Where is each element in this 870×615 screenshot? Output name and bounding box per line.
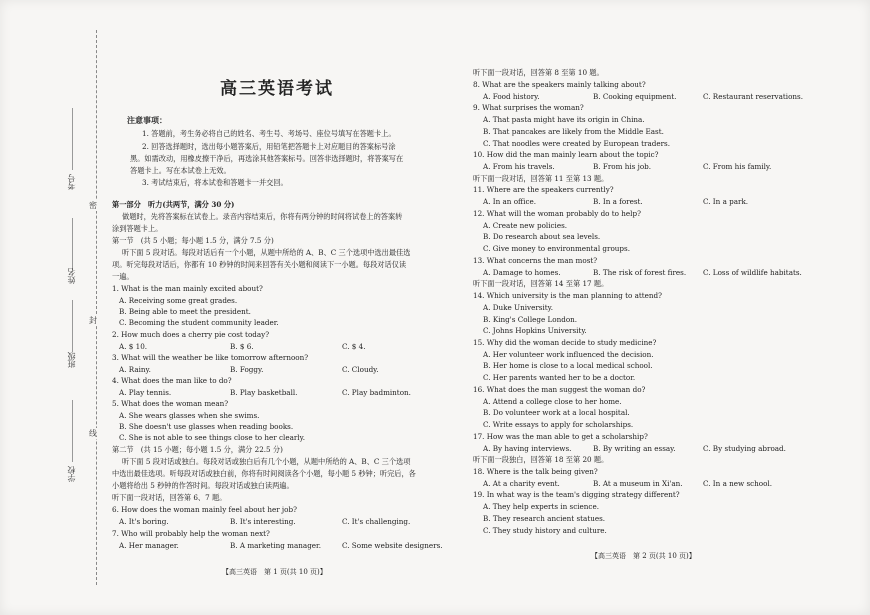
option: B. The risk of forest fires. (593, 268, 687, 277)
option: B. That pancakes are likely from the Middle East. (483, 127, 664, 136)
option: A. Rainy. (119, 365, 151, 374)
part1-intro: 做题时，先将答案标在试卷上。录音内容结束后，你将有两分钟的时间将试卷上的答案转 (122, 212, 403, 221)
question-16: 16. What does the man suggest the woman do? (473, 385, 646, 394)
section1-intro: 听下面 5 段对话。每段对话后有一个小题，从题中所给的 A、B、C 三个选项中选出最佳选 (122, 248, 411, 257)
name-label: 姓名 (67, 268, 76, 284)
option: C. Becoming the student community leader. (119, 318, 279, 327)
seal-char-xian: 线 (89, 429, 97, 438)
option: C. Johns Hopkins University. (483, 326, 587, 335)
class-line (72, 300, 73, 352)
question-1: 1. What is the man mainly excited about? (112, 284, 263, 293)
question-17: 17. How was the man able to get a scholarship? (473, 432, 648, 441)
option: B. Foggy. (230, 365, 264, 374)
question-4: 4. What does the man like to do? (112, 376, 232, 385)
notice-line: 黑。如需改动，用橡皮擦干净后，再选涂其他答案标号。回答非选择题时，将答案写在 (130, 154, 404, 163)
seal-char-mi: 密 (89, 201, 97, 210)
option: C. From his family. (703, 162, 772, 171)
option: A. In an office. (483, 197, 537, 206)
option: C. By studying abroad. (703, 444, 786, 453)
option: A. Her volunteer work influenced the decision. (483, 350, 654, 359)
option: C. In a park. (703, 197, 749, 206)
option: A. At a charity event. (483, 479, 560, 488)
question-5: 5. What does the woman mean? (112, 399, 229, 408)
question-15: 15. Why did the woman decide to study medicine? (473, 338, 657, 347)
question-12: 12. What will the woman probably do to help? (473, 209, 641, 218)
name-line (72, 218, 73, 270)
section2-intro: 中选出最佳选项。听每段对话或独白前，你将有时间阅读各个小题，每小题 5 秒钟；听完后，各 (112, 469, 416, 478)
question-14: 14. Which university is the man planning to attend? (473, 291, 662, 300)
notice-heading: 注意事项： (127, 115, 167, 125)
option: B. Cooking equipment. (593, 92, 677, 101)
option: A. That pasta might have its origin in China. (483, 115, 645, 124)
seal-char-feng: 封 (89, 316, 97, 325)
binding-margin (0, 0, 100, 615)
section1-heading: 第一节 (共 5 小题；每小题 1.5 分，满分 7.5 分) (112, 236, 274, 245)
option: B. It's interesting. (230, 517, 296, 526)
option: B. Do research about sea levels. (483, 232, 601, 241)
school-label: 学校 (67, 466, 76, 482)
section2-intro: 小题将给出 5 秒钟的作答时间。每段对话或独白读两遍。 (112, 481, 294, 490)
question-19: 19. In what way is the team's digging strategy different? (473, 490, 680, 499)
option: C. She is not able to see things close to her clearly. (119, 433, 305, 442)
section1-intro: 项。听完每段对话后，你都有 10 秒钟的时间来回答有关小题和阅读下一小题。每段对话仅读 (112, 260, 407, 269)
option: A. Attend a college close to her home. (483, 397, 622, 406)
option: C. Play badminton. (342, 388, 411, 397)
section2-intro: 听下面 5 段对话或独白。每段对话或独白后有几个小题，从题中所给的 A、B、C 三个选项 (122, 457, 411, 466)
option: A. $ 10. (119, 342, 148, 351)
option: A. By having interviews. (483, 444, 572, 453)
part1-intro: 涂到答题卡上。 (112, 224, 163, 233)
question-10: 10. How did the man mainly learn about the topic? (473, 150, 659, 159)
option: C. That noodles were created by European traders. (483, 139, 671, 148)
option: B. Being able to meet the president. (119, 307, 251, 316)
option: C. In a new school. (703, 479, 773, 488)
option: B. In a forest. (593, 197, 643, 206)
listen-instruction: 听下面一段对话，回答第 14 至第 17 题。 (473, 279, 609, 288)
question-2: 2. How much does a cherry pie cost today? (112, 330, 270, 339)
option: A. Damage to homes. (483, 268, 561, 277)
option: B. Do volunteer work at a local hospital. (483, 408, 630, 417)
option: A. Receiving some great grades. (119, 296, 238, 305)
question-13: 13. What concerns the man most? (473, 256, 598, 265)
school-line (72, 400, 73, 462)
option: C. It's challenging. (342, 517, 411, 526)
option: A. Her manager. (119, 541, 179, 550)
question-7: 7. Who will probably help the woman next? (112, 529, 270, 538)
option: B. Play basketball. (230, 388, 298, 397)
option: A. Create new policies. (483, 221, 568, 230)
option: C. Some website designers. (342, 541, 443, 550)
option: A. It's boring. (119, 517, 169, 526)
option: B. A marketing manager. (230, 541, 321, 550)
question-8: 8. What are the speakers mainly talking about? (473, 80, 646, 89)
question-18: 18. Where is the talk being given? (473, 467, 598, 476)
option: C. Give money to environmental groups. (483, 244, 630, 253)
page-title: 高三英语考试 (220, 79, 334, 99)
question-6: 6. How does the woman mainly feel about her job? (112, 505, 297, 514)
option: B. King's College London. (483, 315, 578, 324)
part1-heading: 第一部分 听力(共两节，满分 30 分) (112, 200, 235, 209)
listen-instruction: 听下面一段对话，回答第 11 至第 13 题。 (473, 174, 609, 183)
option: A. She wears glasses when she swims. (119, 411, 260, 420)
page-footer: 【高三英语 第 2 页(共 10 页)】 (591, 552, 696, 560)
listen-instruction: 听下面一段对话，回答第 6、7 题。 (112, 493, 227, 502)
exam-no-line (72, 108, 73, 170)
option: B. She doesn't use glasses when reading books. (119, 422, 294, 431)
seal-line (96, 30, 97, 585)
listen-instruction: 听下面一段独白，回答第 18 至第 20 题。 (473, 455, 609, 464)
option: B. They research ancient statues. (483, 514, 606, 523)
option: B. $ 6. (230, 342, 254, 351)
option: C. Restaurant reservations. (703, 92, 804, 101)
question-3: 3. What will the weather be like tomorrow afternoon? (112, 353, 309, 362)
notice-line: 2. 回答选择题时，选出每小题答案后，用铅笔把答题卡上对应题目的答案标号涂 (142, 142, 396, 151)
notice-line: 答题卡上。写在本试卷上无效。 (130, 166, 231, 175)
class-label: 班级 (67, 352, 76, 368)
page-footer: 【高三英语 第 1 页(共 10 页)】 (222, 568, 327, 576)
exam-no-label: 考号 (67, 174, 76, 190)
option: A. Food history. (483, 92, 540, 101)
question-9: 9. What surprises the woman? (473, 103, 584, 112)
option: C. Her parents wanted her to be a doctor. (483, 373, 636, 382)
section2-heading: 第二节 (共 15 小题；每小题 1.5 分，满分 22.5 分) (112, 445, 283, 454)
option: A. From his travels. (483, 162, 555, 171)
option: B. Her home is close to a local medical school. (483, 361, 653, 370)
option: A. Duke University. (483, 303, 554, 312)
listen-instruction: 听下面一段对话，回答第 8 至第 10 题。 (473, 68, 604, 77)
notice-line: 3. 考试结束后，将本试卷和答题卡一并交回。 (142, 178, 288, 187)
option: B. By writing an essay. (593, 444, 676, 453)
option: C. Loss of wildlife habitats. (703, 268, 802, 277)
option: B. From his job. (593, 162, 652, 171)
notice-line: 1. 答题前，考生务必将自己的姓名、考生号、考场号、座位号填写在答题卡上。 (142, 129, 396, 138)
option: C. They study history and culture. (483, 526, 607, 535)
option: A. They help experts in science. (483, 502, 599, 511)
option: C. $ 4. (342, 342, 366, 351)
option: B. At a museum in Xi'an. (593, 479, 683, 488)
option: C. Cloudy. (342, 365, 379, 374)
section1-intro: 一遍。 (112, 272, 134, 281)
option: A. Play tennis. (119, 388, 172, 397)
question-11: 11. Where are the speakers currently? (473, 185, 614, 194)
option: C. Write essays to apply for scholarships. (483, 420, 634, 429)
